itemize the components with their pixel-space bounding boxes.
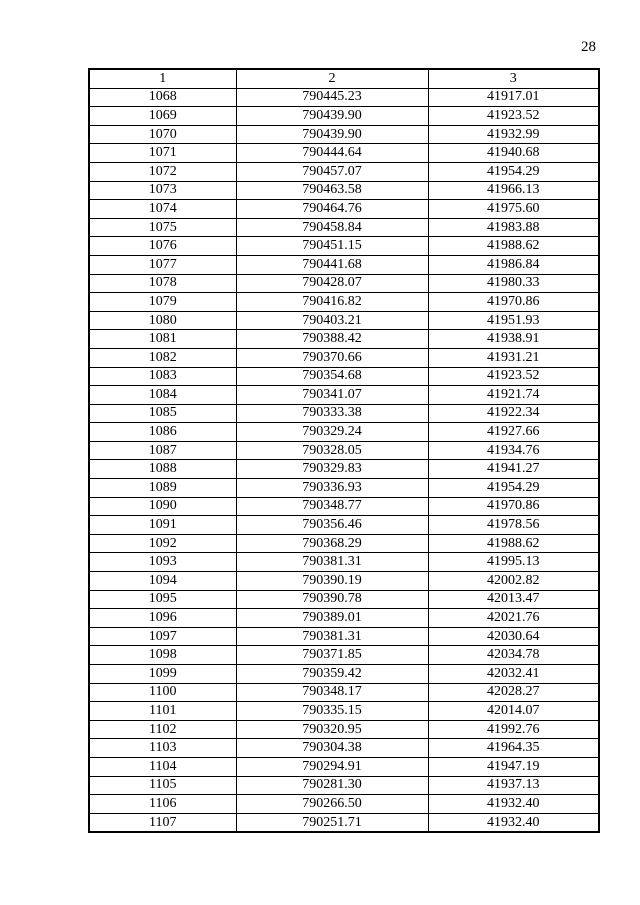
table-cell-col2: 790348.17 [236, 683, 428, 702]
table-body [89, 88, 599, 832]
table-cell-col2: 790381.31 [236, 627, 428, 646]
table-cell-col3: 42014.07 [428, 702, 599, 721]
table-row [89, 144, 599, 163]
table-cell-col2: 790336.93 [236, 479, 428, 498]
table-cell-col1: 1106 [89, 795, 236, 814]
table-row [89, 813, 599, 832]
table-cell-col2: 790370.66 [236, 348, 428, 367]
table-cell-col1: 1071 [89, 144, 236, 163]
table-cell-col3: 42032.41 [428, 665, 599, 684]
table-cell-col1: 1072 [89, 162, 236, 181]
table-cell-col3: 41922.34 [428, 404, 599, 423]
table-cell-col3: 41921.74 [428, 386, 599, 405]
table-cell-col2: 790464.76 [236, 200, 428, 219]
table-row [89, 293, 599, 312]
table-row [89, 460, 599, 479]
table-cell-col1: 1076 [89, 237, 236, 256]
table-cell-col3: 41988.62 [428, 534, 599, 553]
table-cell-col2: 790458.84 [236, 218, 428, 237]
table-row [89, 255, 599, 274]
table-cell-col3: 41978.56 [428, 516, 599, 535]
table-cell-col1: 1088 [89, 460, 236, 479]
table-row [89, 479, 599, 498]
table-cell-col2: 790444.64 [236, 144, 428, 163]
table-cell-col3: 41934.76 [428, 441, 599, 460]
table-cell-col2: 790403.21 [236, 311, 428, 330]
table-row [89, 776, 599, 795]
table-cell-col1: 1073 [89, 181, 236, 200]
table-cell-col2: 790356.46 [236, 516, 428, 535]
table-cell-col2: 790390.19 [236, 572, 428, 591]
page-number: 28 [581, 39, 596, 55]
table-cell-col3: 41932.40 [428, 795, 599, 814]
table-cell-col2: 790329.83 [236, 460, 428, 479]
table-cell-col3: 41923.52 [428, 107, 599, 126]
table-row [89, 516, 599, 535]
table-cell-col1: 1090 [89, 497, 236, 516]
table-cell-col3: 41932.40 [428, 813, 599, 832]
table-cell-col3: 42021.76 [428, 609, 599, 628]
table-cell-col2: 790451.15 [236, 237, 428, 256]
table-cell-col3: 41951.93 [428, 311, 599, 330]
table-cell-col2: 790457.07 [236, 162, 428, 181]
table-cell-col2: 790304.38 [236, 739, 428, 758]
table-cell-col3: 41983.88 [428, 218, 599, 237]
table-cell-col1: 1089 [89, 479, 236, 498]
table-cell-col2: 790428.07 [236, 274, 428, 293]
table-cell-col3: 41964.35 [428, 739, 599, 758]
table-cell-col3: 41931.21 [428, 348, 599, 367]
column-header-1: 1 [89, 69, 236, 88]
table-row [89, 88, 599, 107]
table-row [89, 423, 599, 442]
table-cell-col3: 41992.76 [428, 720, 599, 739]
table-cell-col2: 790359.42 [236, 665, 428, 684]
table-cell-col1: 1100 [89, 683, 236, 702]
table-cell-col2: 790381.31 [236, 553, 428, 572]
table-row [89, 795, 599, 814]
table-cell-col1: 1074 [89, 200, 236, 219]
table-cell-col3: 42034.78 [428, 646, 599, 665]
table-cell-col3: 41932.99 [428, 125, 599, 144]
table-cell-col1: 1095 [89, 590, 236, 609]
table-cell-col1: 1097 [89, 627, 236, 646]
table-cell-col1: 1087 [89, 441, 236, 460]
table-row [89, 590, 599, 609]
table-row [89, 609, 599, 628]
table-row [89, 627, 599, 646]
table-row [89, 739, 599, 758]
table-cell-col3: 41927.66 [428, 423, 599, 442]
table-cell-col1: 1098 [89, 646, 236, 665]
coordinates-table [88, 68, 600, 833]
table-cell-col3: 41975.60 [428, 200, 599, 219]
table-row [89, 553, 599, 572]
table-row [89, 274, 599, 293]
table-row [89, 367, 599, 386]
table-cell-col2: 790328.05 [236, 441, 428, 460]
table-cell-col1: 1085 [89, 404, 236, 423]
table-row [89, 702, 599, 721]
table-cell-col1: 1099 [89, 665, 236, 684]
table-row [89, 181, 599, 200]
table-cell-col3: 41917.01 [428, 88, 599, 107]
table-cell-col1: 1093 [89, 553, 236, 572]
table-cell-col1: 1079 [89, 293, 236, 312]
table-row [89, 311, 599, 330]
table-header-row [89, 69, 599, 88]
table-cell-col2: 790439.90 [236, 125, 428, 144]
table-cell-col1: 1104 [89, 757, 236, 776]
table-cell-col2: 790333.38 [236, 404, 428, 423]
table-row [89, 200, 599, 219]
table-cell-col1: 1094 [89, 572, 236, 591]
table-header [89, 69, 599, 88]
table-cell-col3: 41995.13 [428, 553, 599, 572]
table-row [89, 348, 599, 367]
table-cell-col1: 1068 [89, 88, 236, 107]
table-cell-col3: 41937.13 [428, 776, 599, 795]
table-cell-col3: 41941.27 [428, 460, 599, 479]
table-cell-col2: 790341.07 [236, 386, 428, 405]
table-cell-col2: 790445.23 [236, 88, 428, 107]
table-cell-col3: 42030.64 [428, 627, 599, 646]
table-row [89, 665, 599, 684]
table-cell-col3: 41947.19 [428, 757, 599, 776]
table-cell-col3: 42013.47 [428, 590, 599, 609]
table-cell-col1: 1078 [89, 274, 236, 293]
table-cell-col1: 1103 [89, 739, 236, 758]
table-cell-col3: 41954.29 [428, 162, 599, 181]
table-cell-col3: 41970.86 [428, 293, 599, 312]
table-cell-col3: 41938.91 [428, 330, 599, 349]
table-row [89, 497, 599, 516]
table-row [89, 683, 599, 702]
table-cell-col1: 1101 [89, 702, 236, 721]
table-cell-col3: 41988.62 [428, 237, 599, 256]
table-cell-col3: 41970.86 [428, 497, 599, 516]
table-cell-col1: 1091 [89, 516, 236, 535]
table-row [89, 330, 599, 349]
table-cell-col1: 1105 [89, 776, 236, 795]
table-cell-col2: 790320.95 [236, 720, 428, 739]
table-cell-col2: 790354.68 [236, 367, 428, 386]
table-row [89, 441, 599, 460]
table-cell-col1: 1080 [89, 311, 236, 330]
table-cell-col2: 790251.71 [236, 813, 428, 832]
table-cell-col2: 790439.90 [236, 107, 428, 126]
table-cell-col3: 42002.82 [428, 572, 599, 591]
table-cell-col1: 1081 [89, 330, 236, 349]
table-row [89, 386, 599, 405]
table-row [89, 572, 599, 591]
table-cell-col1: 1083 [89, 367, 236, 386]
table-cell-col1: 1075 [89, 218, 236, 237]
table-cell-col2: 790335.15 [236, 702, 428, 721]
table-cell-col1: 1077 [89, 255, 236, 274]
table-cell-col2: 790266.50 [236, 795, 428, 814]
table-cell-col2: 790441.68 [236, 255, 428, 274]
table-row [89, 757, 599, 776]
column-header-2: 2 [236, 69, 428, 88]
table-cell-col2: 790371.85 [236, 646, 428, 665]
table-cell-col3: 41954.29 [428, 479, 599, 498]
table-cell-col2: 790390.78 [236, 590, 428, 609]
table-row [89, 162, 599, 181]
table-cell-col3: 41923.52 [428, 367, 599, 386]
table-cell-col3: 41986.84 [428, 255, 599, 274]
table-cell-col2: 790294.91 [236, 757, 428, 776]
table-cell-col1: 1082 [89, 348, 236, 367]
table-cell-col1: 1069 [89, 107, 236, 126]
table-row [89, 646, 599, 665]
table-row [89, 237, 599, 256]
table-cell-col3: 41966.13 [428, 181, 599, 200]
table-cell-col1: 1092 [89, 534, 236, 553]
table-row [89, 404, 599, 423]
table-row [89, 107, 599, 126]
table-row [89, 125, 599, 144]
table-row [89, 218, 599, 237]
table-cell-col2: 790463.58 [236, 181, 428, 200]
table-cell-col2: 790329.24 [236, 423, 428, 442]
table-cell-col3: 41940.68 [428, 144, 599, 163]
table-cell-col1: 1102 [89, 720, 236, 739]
table-cell-col2: 790348.77 [236, 497, 428, 516]
table-cell-col3: 41980.33 [428, 274, 599, 293]
table-cell-col1: 1107 [89, 813, 236, 832]
column-header-3: 3 [428, 69, 599, 88]
table-cell-col3: 42028.27 [428, 683, 599, 702]
table-cell-col1: 1084 [89, 386, 236, 405]
table-cell-col2: 790368.29 [236, 534, 428, 553]
table-cell-col1: 1086 [89, 423, 236, 442]
table-cell-col1: 1096 [89, 609, 236, 628]
table-cell-col2: 790281.30 [236, 776, 428, 795]
table-row [89, 720, 599, 739]
table-cell-col2: 790388.42 [236, 330, 428, 349]
table-cell-col2: 790416.82 [236, 293, 428, 312]
table-cell-col2: 790389.01 [236, 609, 428, 628]
table-row [89, 534, 599, 553]
table-cell-col1: 1070 [89, 125, 236, 144]
